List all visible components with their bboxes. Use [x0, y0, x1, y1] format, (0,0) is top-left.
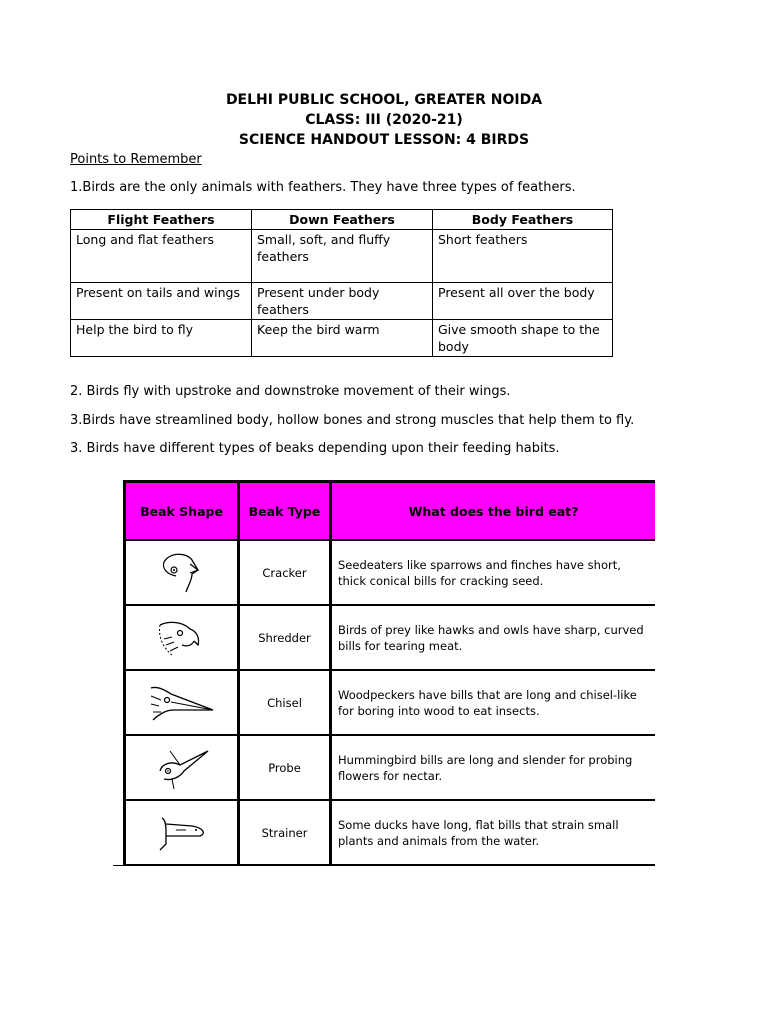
beak-type-cell: Strainer: [239, 800, 331, 865]
table-row: [71, 283, 613, 320]
feathers-header-cell: Flight Feathers: [71, 210, 252, 230]
feathers-cell: Present under body feathers: [252, 283, 433, 320]
feathers-header-cell: Down Feathers: [252, 210, 433, 230]
feathers-table-header-row: [71, 210, 613, 230]
beak-header-cell: Beak Type: [239, 482, 331, 541]
table-row: [125, 735, 656, 800]
beak-desc-cell: Birds of prey like hawks and owls have sharp, curved bills for tearing meat.: [331, 605, 656, 670]
beak-table-header-row: [125, 482, 656, 541]
feathers-cell: Present on tails and wings: [71, 283, 252, 320]
cracker-beak-icon: [152, 550, 212, 596]
bottom-rule: [113, 865, 655, 866]
table-row: [125, 800, 656, 865]
shredder-beak-icon: [152, 615, 212, 661]
paragraph-streamlined-body: 3.Birds have streamlined body, hollow bones and strong muscles that help them to fly.: [70, 413, 635, 428]
feathers-header-cell: Body Feathers: [433, 210, 613, 230]
beak-shape-cell: [125, 800, 239, 865]
beak-shape-cell: [125, 605, 239, 670]
probe-beak-icon: [150, 745, 214, 791]
points-to-remember-heading: Points to Remember: [70, 152, 202, 167]
feathers-cell: Keep the bird warm: [252, 320, 433, 357]
school-name: DELHI PUBLIC SCHOOL, GREATER NOIDA: [225, 92, 543, 108]
beak-header-cell: Beak Shape: [125, 482, 239, 541]
paragraph-beak-types: 3. Birds have different types of beaks depending upon their feeding habits.: [70, 441, 560, 456]
feathers-cell: Long and flat feathers: [71, 230, 252, 283]
beak-table: [123, 480, 655, 866]
feathers-cell: Present all over the body: [433, 283, 613, 320]
feathers-table: [70, 209, 613, 357]
table-row: [71, 230, 613, 283]
paragraph-flight-movement: 2. Birds fly with upstroke and downstroke movement of their wings.: [70, 384, 511, 399]
beak-shape-cell: [125, 670, 239, 735]
beak-type-cell: Cracker: [239, 540, 331, 605]
feathers-cell: Small, soft, and fluffy feathers: [252, 230, 433, 283]
beak-desc-cell: Hummingbird bills are long and slender for probing flowers for nectar.: [331, 735, 656, 800]
beak-desc-cell: Some ducks have long, flat bills that strain small plants and animals from the water.: [331, 800, 656, 865]
paragraph-feathers-intro: 1.Birds are the only animals with feathers. They have three types of feathers.: [70, 180, 576, 195]
class-line: CLASS: III (2020-21): [305, 112, 463, 128]
beak-type-cell: Chisel: [239, 670, 331, 735]
beak-header-cell: What does the bird eat?: [331, 482, 656, 541]
lesson-title: SCIENCE HANDOUT LESSON: 4 BIRDS: [238, 132, 530, 148]
feathers-cell: Help the bird to fly: [71, 320, 252, 357]
document-header: [0, 90, 768, 150]
strainer-beak-icon: [152, 810, 212, 856]
beak-table-container: [123, 480, 655, 866]
table-row: [125, 670, 656, 735]
beak-type-cell: Shredder: [239, 605, 331, 670]
chisel-beak-icon: [147, 680, 217, 726]
feathers-cell: Short feathers: [433, 230, 613, 283]
table-row: [71, 320, 613, 357]
table-row: [125, 605, 656, 670]
feathers-cell: Give smooth shape to the body: [433, 320, 613, 357]
beak-shape-cell: [125, 735, 239, 800]
beak-type-cell: Probe: [239, 735, 331, 800]
beak-desc-cell: Woodpeckers have bills that are long and chisel-like for boring into wood to eat insects.: [331, 670, 656, 735]
beak-shape-cell: [125, 540, 239, 605]
beak-desc-cell: Seedeaters like sparrows and finches have short, thick conical bills for cracking seed.: [331, 540, 656, 605]
table-row: [125, 540, 656, 605]
